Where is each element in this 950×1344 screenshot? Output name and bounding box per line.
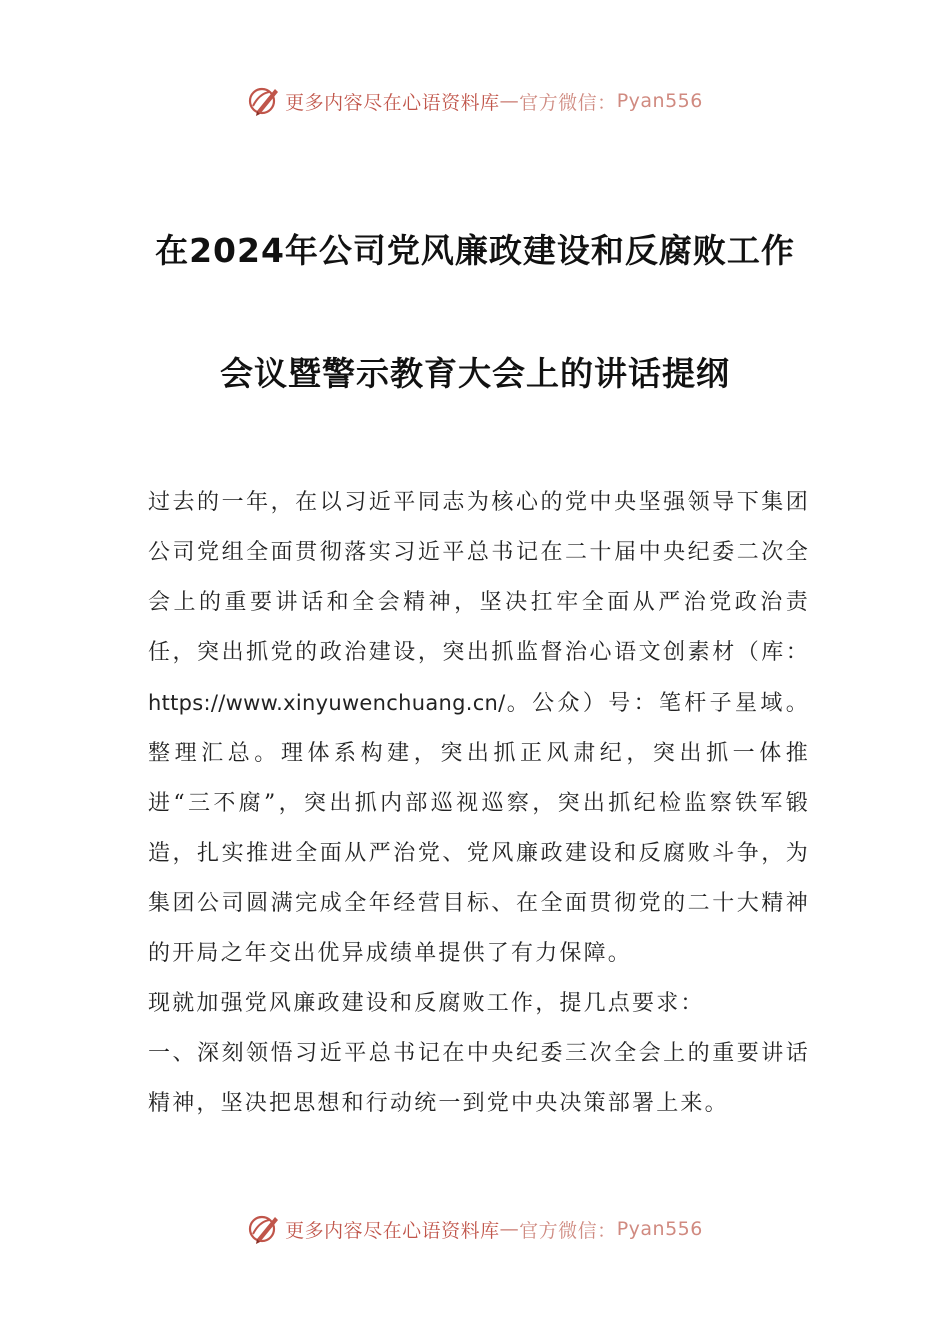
paragraph-1-text-b: 。公众）号：笔杆子星域。整理汇总。理体系构建，突出抓正风肃纪，突出抓一体推进“三不腐”，突出抓内部巡视巡察，突出抓纪检监察铁军锻造，扎实推进全面从严治党、党风廉政建设和反腐败斗争，为集团公司圆满完成全年经营目标、在全面贯彻党的二十大精神的开局之年交出优异成绩单提供了有力保障。 <box>148 691 810 966</box>
document-title-line-2: 会议暨警示教育大会上的讲话提纲 <box>220 354 730 393</box>
document-title-line-1: 在2024年公司党风廉政建设和反腐败工作 <box>155 231 795 270</box>
paragraph-1 <box>148 478 810 979</box>
watermark-wechat-id: Pyan556 <box>616 1218 703 1240</box>
paragraph-1-text-a: 过去的一年，在以习近平同志为核心的党中央坚强领导下集团公司党组全面贯彻落实习近平总书记在二十届中央纪委二次全会上的重要讲话和全会精神，坚决扛牢全面从严治党政治责任，突出抓党的政治建设，突出抓监督治心语文创素材（库： <box>148 490 810 665</box>
footer-watermark <box>0 1212 950 1246</box>
watermark-contact-label: 官方微信： <box>519 91 617 114</box>
pen-logo-icon <box>247 1212 281 1246</box>
watermark-main-text: 更多内容尽在心语资料库 <box>285 91 500 114</box>
paragraph-2: 现就加强党风廉政建设和反腐败工作，提几点要求： <box>148 991 705 1016</box>
document-body <box>148 478 810 1129</box>
pen-logo-icon <box>247 84 281 118</box>
watermark-main-text: 更多内容尽在心语资料库 <box>285 1219 500 1242</box>
watermark-separator: — <box>499 90 520 112</box>
watermark-contact-label: 官方微信： <box>519 1219 617 1242</box>
watermark-wechat-id: Pyan556 <box>616 90 703 112</box>
source-url: https://www.xinyuwenchuang.cn/ <box>148 691 506 715</box>
header-watermark <box>0 84 950 118</box>
paragraph-3: 一、深刻领悟习近平总书记在中央纪委三次全会上的重要讲话精神，坚决把思想和行动统一到党中央决策部署上来。 <box>148 1041 810 1116</box>
watermark-separator: — <box>499 1218 520 1240</box>
